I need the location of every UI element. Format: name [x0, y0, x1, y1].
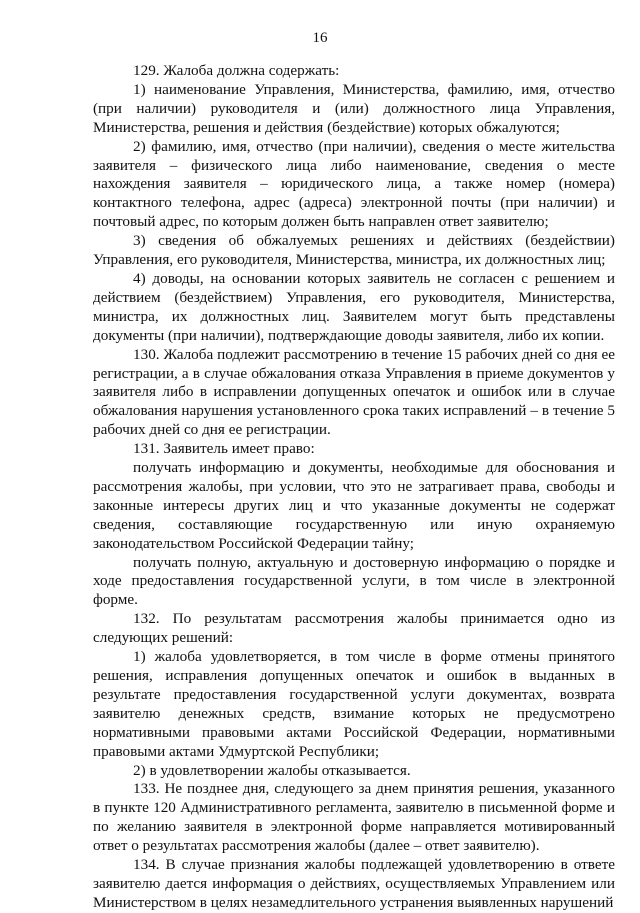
- paragraph-131-right-1: получать информацию и документы, необходимые для обоснования и рассмотрения жалобы, при условии, что это не затрагивает права, свободы и законные интересы других лиц и что указанные документы не содержат сведения, составляющие государственную или иную охраняемую законодательством Российской Федерации тайну;: [93, 459, 615, 552]
- paragraph-129-item-2: 2) фамилию, имя, отчество (при наличии), сведения о месте жительства заявителя – физического лица либо наименование, сведения о месте нахождения заявителя – юридического лица, а также номер (номера) контактного телефона, адрес (адреса) электронной почты (при наличии) и почтовый адрес, по которым должен быть направлен ответ заявителю;: [93, 137, 615, 231]
- paragraph-129-heading: 129. Жалоба должна содержать:: [133, 62, 340, 79]
- paragraph-131-right-2: получать полную, актуальную и достоверную информацию о порядке и ходе предоставления государственной услуги, в том числе в электронной форме.: [93, 553, 615, 609]
- paragraph-132-item-2: 2) в удовлетворении жалобы отказывается.: [133, 761, 411, 779]
- paragraph-130: 130. Жалоба подлежит рассмотрению в течение 15 рабочих дней со дня ее регистрации, а в случае обжалования отказа Управления в приеме документов у заявителя либо в исправлении допущенных опечаток и ошибок или в случае обжалования нарушения установленного срока таких исправлений – в течение 5 рабочих дней со дня ее регистрации.: [93, 345, 615, 439]
- paragraph-129-item-1: 1) наименование Управления, Министерства, фамилию, имя, отчество (при наличии) руководителя и (или) должностного лица Управления, Министерства, решения и действия (бездействие) которых обжалуются;: [93, 80, 615, 136]
- document-body: [93, 62, 615, 913]
- paragraph-133: 133. Не позднее дня, следующего за днем принятия решения, указанного в пункте 120 Административного регламента, заявителю в письменной форме и по желанию заявителя в электронной форме направляется мотивированный ответ о результатах рассмотрения жалобы (далее – ответ заявителю).: [93, 780, 615, 855]
- paragraph-132-heading: 132. По результатам рассмотрения жалобы принимается одно из следующих решений:: [93, 610, 615, 647]
- paragraph-134: 134. В случае признания жалобы подлежащей удовлетворению в ответе заявителю дается информация о действиях, осуществляемых Управлением или Министерством в целях незамедлительного устранения выявленных нарушений: [93, 856, 615, 911]
- paragraph-131-heading: 131. Заявитель имеет право:: [133, 440, 315, 458]
- page-number: 16: [312, 30, 328, 46]
- paragraph-132-item-1: 1) жалоба удовлетворяется, в том числе в форме отмены принятого решения, исправления допущенных опечаток и ошибок в выданных в результате предоставления государственной услуги документах, возврата заявителю денежных средств, взимание которых не предусмотрено нормативными правовыми актами Российской Федерации, нормативными правовыми актами Удмуртской Республики;: [93, 648, 615, 760]
- paragraph-129-item-4: 4) доводы, на основании которых заявитель не согласен с решением и действием (бездействием) Управления, его руководителя, Министерства, министра, их должностных лиц. Заявителем могут быть представлены документы (при наличии), подтверждающие доводы заявителя, либо их копии.: [93, 269, 615, 344]
- paragraph-129-item-3: 3) сведения об обжалуемых решениях и действиях (бездействии) Управления, его руководителя, Министерства, министра, их должностных лиц;: [93, 232, 615, 269]
